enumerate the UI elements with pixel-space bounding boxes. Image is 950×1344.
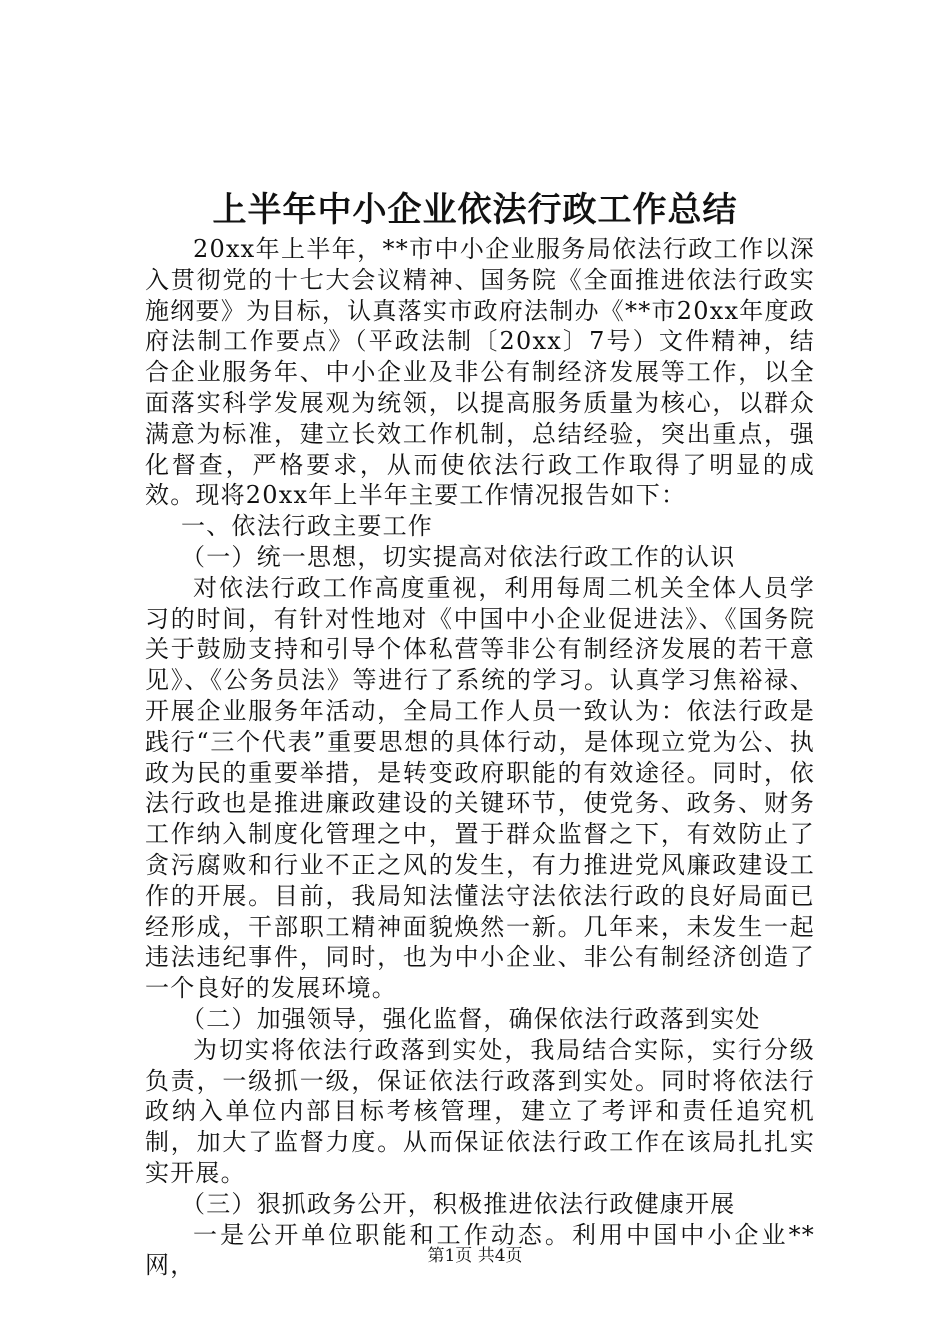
subsection-heading-1: （一）统一思想，切实提高对依法行政工作的认识 [181,542,736,571]
paragraph-1: 对依法行政工作高度重视，利用每周二机关全体人员学习的时间，有针对性地对《中国中小企业促进法》、《国务院关于鼓励支持和引导个体私营等非公有制经济发展的若干意见》、《公务员法》等进行了系统的学习。认真学习焦裕禄、开展企业服务年活动，全局工作人员一致认为：依法行政是践行“三个代表”重要思想的具体行动，是体现立党为公、执政为民的重要举措，是转变政府职能的有效途径。同时，依法行政也是推进廉政建设的关键环节，使党务、政务、财务工作纳入制度化管理之中，置于群众监督之下，有效防止了贪污腐败和行业不正之风的发生，有力推进党风廉政建设工作的开展。目前，我局知法懂法守法依法行政的良好局面已经形成，干部职工精神面貌焕然一新。几年来，未发生一起违法违纪事件，同时，也为中小企业、非公有制经济创造了一个良好的发展环境。 [145,573,815,1003]
subsection-heading-2: （二）加强领导，强化监督，确保依法行政落到实处 [181,1004,761,1033]
document-body [145,234,815,1281]
paragraph-intro: 20xx年上半年，**市中小企业服务局依法行政工作以深入贯彻党的十七大会议精神、国务院《全面推进依法行政实施纲要》为目标，认真落实市政府法制办《**市20xx年度政府法制工作要点》（平政法制〔20xx〕7号）文件精神，结合企业服务年、中小企业及非公有制经济发展等工作，以全面落实科学发展观为统领，以提高服务质量为核心，以群众满意为标准，建立长效工作机制，总结经验，突出重点，强化督查，严格要求，从而使依法行政工作取得了明显的成效。现将20xx年上半年主要工作情况报告如下： [145,235,815,510]
document-title: 上半年中小企业依法行政工作总结 [212,190,738,230]
paragraph-2: 为切实将依法行政落到实处，我局结合实际，实行分级负责，一级抓一级，保证依法行政落到实处。同时将依法行政纳入单位内部目标考核管理，建立了考评和责任追究机制，加大了监督力度。从而保证依法行政工作在该局扎扎实实开展。 [145,1035,815,1187]
subsection-heading-3: （三）狠抓政务公开，积极推进依法行政健康开展 [181,1189,736,1218]
section-heading-1: 一、依法行政主要工作 [181,512,433,541]
paragraph-3: 一是公开单位职能和工作动态。利用中国中小企业**网， [145,1220,815,1280]
page-footer: 第1页 共4页 [427,1246,523,1266]
